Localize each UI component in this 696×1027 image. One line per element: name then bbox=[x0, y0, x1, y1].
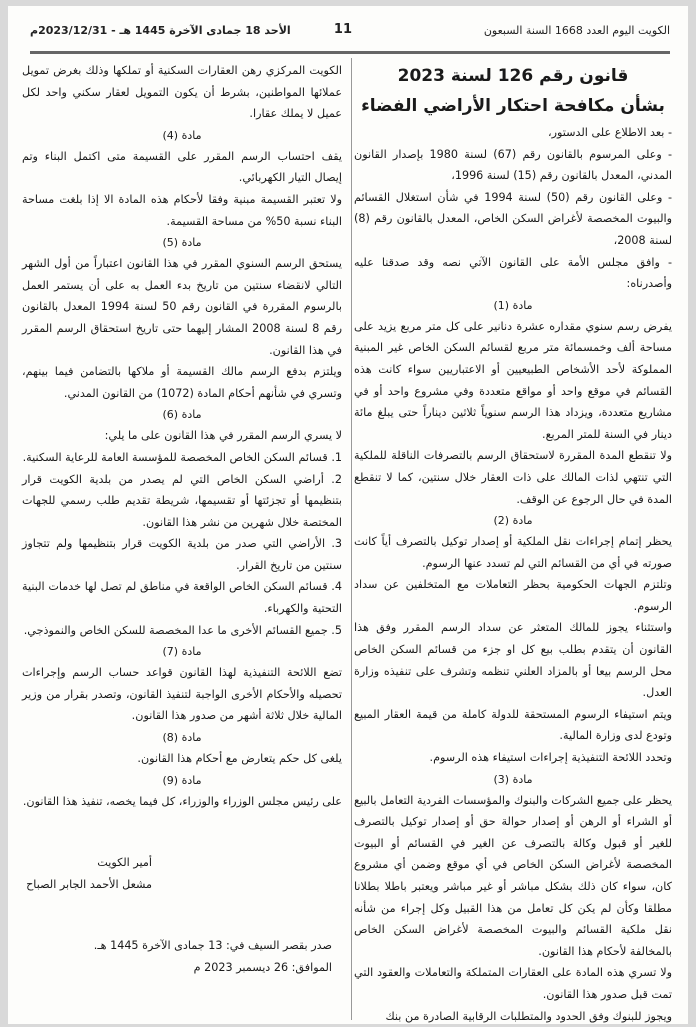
article-heading: مادة (3) bbox=[493, 772, 533, 786]
paragraph: 2. أراضي السكن الخاص التي لم يصدر من بلدية الكويت قرار بتنظيمها أو تجزئتها أو تقسيمها، شريطة تقديم طلب رسمي للجهات المختصة خلال شهرين من نشر هذا القانون. bbox=[22, 472, 342, 529]
paragraph: واستثناء يجوز للمالك المتعثر عن سداد الرسم المقرر وفق هذا القانون أن يتقدم بطلب بيع كل او جزء من قسائم السكن الخاص محل الرسم بيعا أو بالمزاد العلني تنظمه وتشرف على تنفيذه وزارة العدل. bbox=[354, 621, 672, 700]
article-heading: مادة (6) bbox=[162, 408, 202, 422]
paragraph: 5. جميع القسائم الأخرى ما عدا المخصصة للسكن الخاص والنموذجي. bbox=[23, 623, 342, 637]
paragraph: ويلتزم بدفع الرسم مالك القسيمة أو ملاكها بالتضامن فيما بينهم، وتسري في شأنهم أحكام المادة (1072) من القانون المدني. bbox=[22, 365, 342, 400]
article-heading: مادة (4) bbox=[162, 128, 202, 142]
paragraph: يستحق الرسم السنوي المقرر في هذا القانون اعتباراً من أول الشهر التالي لانقضاء سنتين من تاريخ بدء العمل به على أن يستمر العمل بالرسوم المقررة في القانون رقم 50 لسنة 1994 المعدل بالقانون رقم 8 لسنة 2008 المشار إليهما حتى تاريخ استحقاق الرسم المقرر في هذا القانون. bbox=[22, 257, 342, 357]
paragraph: لا يسري الرسم المقرر في هذا القانون على ما يلي: bbox=[104, 429, 342, 443]
paragraph: يلغى كل حكم يتعارض مع أحكام هذا القانون. bbox=[137, 752, 342, 766]
paragraph: ويتم استيفاء الرسوم المستحقة للدولة كاملة من قيمة العقار المبيع وتودع لدى وزارة المالية. bbox=[354, 707, 672, 743]
paragraph: 1. قسائم السكن الخاص المخصصة للمؤسسة العامة للرعاية السكنية. bbox=[22, 450, 342, 464]
paragraph: - وافق مجلس الأمة على القانون الآتي نصه وقد صدقنا عليه وأصدرناه: bbox=[354, 255, 672, 291]
spacer bbox=[22, 812, 342, 852]
law-title: قانون رقم 126 لسنة 2023 bbox=[397, 66, 629, 86]
left-column bbox=[22, 60, 342, 979]
paragraph: - وعلى المرسوم بالقانون رقم (67) لسنة 1980 بإصدار القانون المدني، المعدل بالقانون رقم (15) لسنة 1996، bbox=[354, 147, 672, 183]
paragraph: تضع اللائحة التنفيذية لهذا القانون قواعد حساب الرسم وإجراءات تحصيله والأحكام الأخرى الواجبة لتنفيذ القانون، وتصدر بقرار من وزير المالية خلال ثلاثة أشهر من صدور هذا القانون. bbox=[22, 666, 342, 723]
paragraph: ولا تعتبر القسيمة مبنية وفقا لأحكام هذه المادة الا إذا بلغت مساحة البناء نسبة 50% من مساحة القسيمة. bbox=[22, 192, 342, 228]
page-header bbox=[30, 20, 670, 44]
paragraph: يقف احتساب الرسم المقرر على القسيمة متى اكتمل البناء وتم إيصال التيار الكهربائي. bbox=[22, 149, 342, 185]
paragraph: ولا تنقطع المدة المقررة لاستحقاق الرسم بالتصرفات الناقلة للملكية التي تنتهي لذات المالك على ذات العقار خلال سنتين، كما لا تنقطع المدة في حال الرجوع عن الوقف. bbox=[354, 449, 672, 506]
paragraph: 3. الأراضي التي صدر من بلدية الكويت قرار بتنظيمها ولم تتجاوز سنتين من تاريخ القرار. bbox=[22, 537, 342, 572]
header-rule bbox=[30, 51, 670, 54]
paragraph: وتحدد اللائحة التنفيذية إجراءات استيفاء هذه الرسوم. bbox=[429, 751, 672, 765]
right-column bbox=[354, 60, 672, 1027]
publication-info: الكويت اليوم العدد 1668 السنة السبعون bbox=[483, 24, 670, 37]
paragraph: - وعلى القانون رقم (50) لسنة 1994 في شأن استغلال القسائم والبيوت المخصصة لأغراض السكن الخاص، المعدل بالقانون رقم (8) لسنة 2008، bbox=[354, 190, 672, 247]
issue-line: الموافق: 26 ديسمبر 2023 م bbox=[193, 961, 332, 974]
paragraph: يفرض رسم سنوي مقداره عشرة دنانير على كل متر مربع يزيد على مساحة ألف وخمسمائة متر مربع لقسائم السكن الخاص غير المبنية المملوكة لأحد الأشخاص الطبيعيين أو الاعتباريين سواء كانت هذه القسائم في موقع واحد أو مواقع متعددة وفي مشروع واحد أو في مشاريع متعددة، ويزداد هذا الرسم سنوياً ثلاثين ديناراً حتى يبلغ مائة دينار في السنة للمتر المربع. bbox=[354, 319, 672, 441]
paragraph: وتلتزم الجهات الحكومية بحظر التعاملات مع المتخلفين عن سداد الرسوم. bbox=[354, 578, 672, 613]
paragraph: ولا تسري هذه المادة على العقارات المتملكة والتعاملات والعقود التي تمت قبل صدور هذا القانون. bbox=[354, 966, 672, 1001]
article-heading: مادة (9) bbox=[162, 773, 202, 787]
article-heading: مادة (5) bbox=[162, 236, 202, 250]
paragraph: الكويت المركزي رهن العقارات السكنية أو تملكها وذلك بغرض تمويل عملائها المواطنين، بشرط أن يكون التمويل لعقار سكني واحد لكل عميل لا يملك عقارا. bbox=[22, 64, 342, 121]
issue-date: الأحد 18 جمادى الآخرة 1445 هـ - 2023/12/31م bbox=[30, 24, 291, 37]
article-heading: مادة (8) bbox=[162, 731, 202, 745]
page-number: 11 bbox=[333, 22, 352, 37]
column-divider bbox=[351, 58, 352, 1020]
article-heading: مادة (1) bbox=[493, 298, 533, 312]
paragraph: ويجوز للبنوك وفق الحدود والمتطلبات الرقابية الصادرة من بنك bbox=[385, 1009, 672, 1023]
article-heading: مادة (7) bbox=[162, 645, 202, 659]
paragraph: 4. قسائم السكن الخاص الواقعة في مناطق لم تصل لها خدمات البنية التحتية والكهرباء. bbox=[22, 580, 342, 616]
gazette-page bbox=[8, 6, 688, 1024]
article-heading: مادة (2) bbox=[493, 514, 533, 528]
paragraph: يحظر على جميع الشركات والبنوك والمؤسسات الفردية التعامل بالبيع أو الشراء أو الرهن أو إصدار حوالة حق أو إصدار توكيل بالتصرف للغير أو قبول وكالة بالتصرف عن الغير في القسائم أو البيوت المخصصة لأغراض السكن الخاص في أي موقع وضمن أي مشروع كان، سواء كان ذلك بشكل مباشر أو غير مباشر ويعتبر باطلا بطلانا مطلقا وكأن لم يكن كل تعامل من هذا القبيل وكل إجراء من شأنه نقل ملكية القسائم والبيوت المخصصة لأغراض السكن الخاص بالمخالفة لأحكام هذا القانون. bbox=[354, 793, 672, 958]
paragraph: يحظر إتمام إجراءات نقل الملكية أو إصدار توكيل بالتصرف أياً كانت صورته في أي من القسائم التي لم تسدد عنها الرسوم. bbox=[354, 535, 672, 570]
signature-line: مشعل الأحمد الجابر الصباح bbox=[26, 877, 152, 891]
signature-line: أمير الكويت bbox=[97, 856, 152, 870]
paragraph: على رئيس مجلس الوزراء والوزراء، كل فيما يخصه، تنفيذ هذا القانون. bbox=[22, 794, 342, 808]
law-title: بشأن مكافحة احتكار الأراضي الفضاء bbox=[361, 96, 665, 116]
issue-line: صدر بقصر السيف في: 13 جمادى الآخرة 1445 هـ. bbox=[93, 939, 332, 953]
spacer bbox=[22, 895, 342, 935]
paragraph: - بعد الاطلاع على الدستور، bbox=[547, 126, 672, 139]
